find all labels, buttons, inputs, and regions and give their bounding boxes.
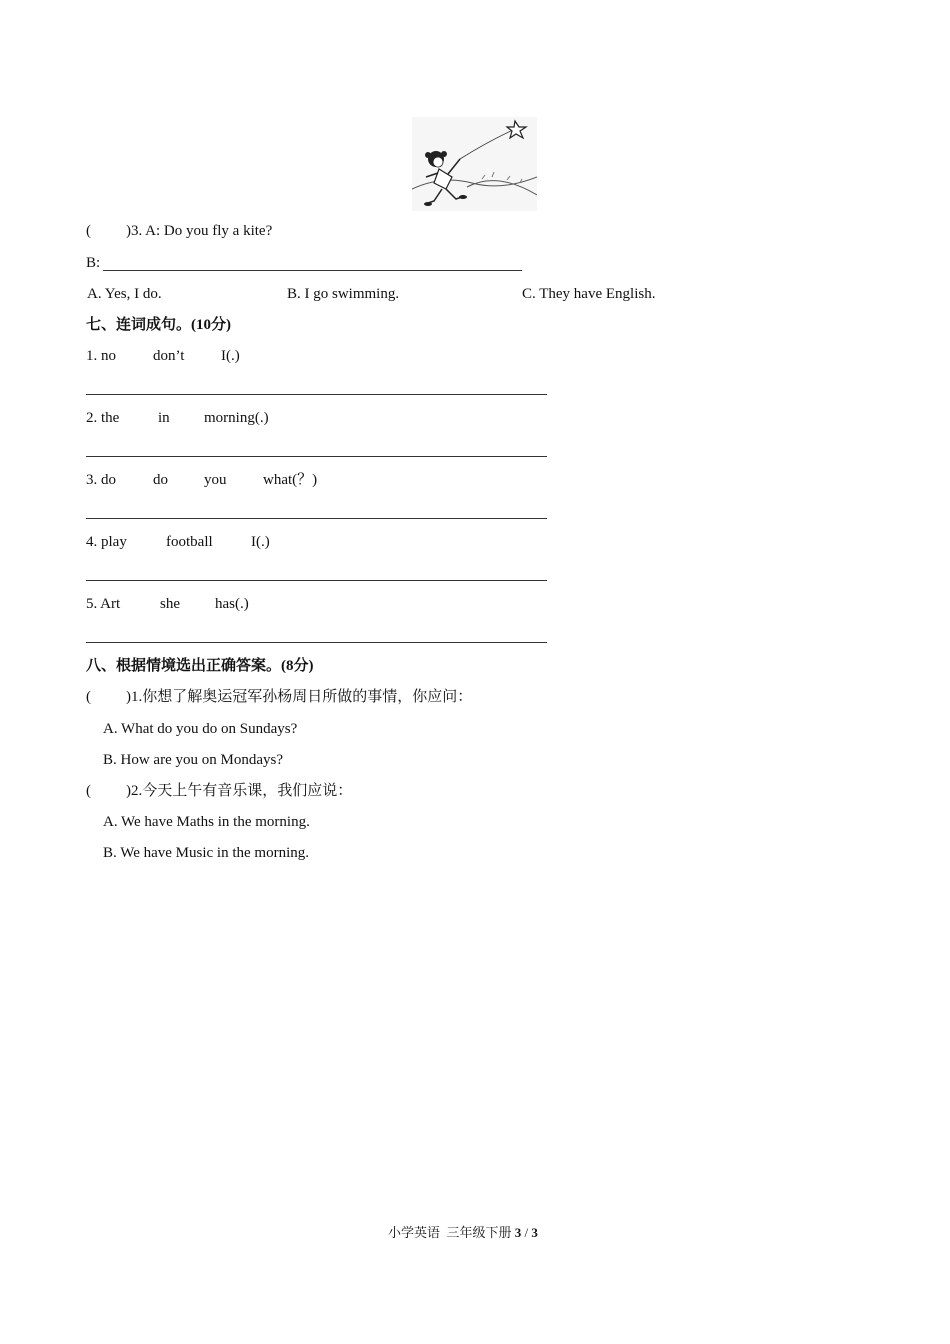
s7-item4-num: 4. play [86, 534, 127, 550]
s7-item3-word: you [204, 472, 227, 488]
s7-item3-word: what(？) [263, 472, 318, 488]
s7-item5-num: 5. Art [86, 596, 121, 612]
s7-item4-word: I(.) [251, 534, 270, 550]
s7-item2-num: 2. the [86, 410, 120, 426]
s7-item5-word: has(.) [215, 596, 249, 612]
s8-q1-option-b: B. How are you on Mondays? [103, 752, 283, 768]
s7-item1-word: don’t [153, 348, 185, 364]
s7-item3-answer-line[interactable] [86, 518, 547, 519]
s7-item4-word: football [166, 534, 213, 550]
page-footer [388, 1224, 538, 1242]
footer-separator: / [524, 1225, 529, 1240]
footer-title: 小学英语 三年级下册 [388, 1225, 512, 1240]
paren-open: ( [86, 689, 91, 705]
s8-q2-option-a: A. We have Maths in the morning. [103, 814, 310, 830]
paren-open: ( [86, 783, 91, 799]
footer-page-number: 3 [514, 1225, 522, 1240]
footer-page-total: 3 [531, 1225, 538, 1240]
paren-open: ( [86, 223, 91, 239]
section8-title: 八、根据情境选出正确答案。(8分) [86, 658, 314, 674]
s7-item1-word: I(.) [221, 348, 240, 364]
s7-item5-word: she [160, 596, 180, 612]
s7-item3-word: do [153, 472, 168, 488]
s7-item2-answer-line[interactable] [86, 456, 547, 457]
s7-item2-word: in [158, 410, 170, 426]
s7-item2-word: morning(.) [204, 410, 269, 426]
q3-b-label: B: [86, 255, 101, 271]
q3-option-a: A. Yes, I do. [87, 286, 162, 302]
s8-q2-option-b: B. We have Music in the morning. [103, 845, 309, 861]
s7-item1-num: 1. no [86, 348, 116, 364]
kite-illustration [412, 117, 537, 211]
s7-item4-answer-line[interactable] [86, 580, 547, 581]
q3-option-b: B. I go swimming. [287, 286, 400, 302]
s7-item3-num: 3. do [86, 472, 116, 488]
s7-item1-answer-line[interactable] [86, 394, 547, 395]
q3-option-c: C. They have English. [522, 286, 656, 302]
q3-question: )3. A: Do you fly a kite? [126, 223, 273, 239]
s8-q1-option-a: A. What do you do on Sundays? [103, 721, 298, 737]
q3-answer-line[interactable] [103, 270, 522, 271]
s7-item5-answer-line[interactable] [86, 642, 547, 643]
s8-q2-text: )2.今天上午有音乐课，我们应说： [126, 783, 353, 799]
s8-q1-text: )1.你想了解奥运冠军孙杨周日所做的事情，你应问： [126, 689, 473, 705]
section7-title: 七、连词成句。(10分) [86, 317, 231, 333]
